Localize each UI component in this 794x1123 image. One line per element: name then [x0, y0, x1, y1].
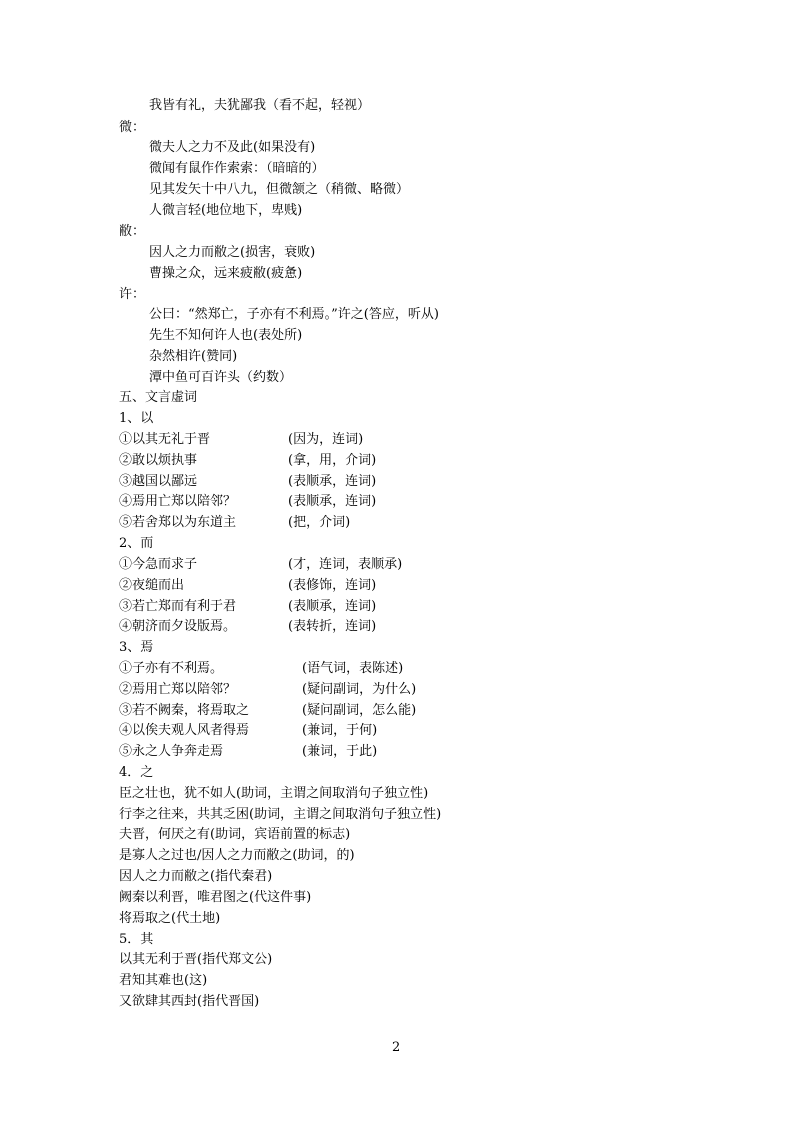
text-line: 因人之力而敝之(指代秦君)	[119, 869, 273, 884]
gloss-text: (才，连词，表顺承)	[288, 557, 403, 572]
example-text: ①以其无礼于晋	[119, 432, 211, 447]
text-line: 公曰：“然郑亡，子亦有不利焉。”许之(答应，听从)	[149, 307, 439, 322]
text-line: 人微言轻(地位地下，卑贱)	[149, 203, 303, 218]
gloss-text: (表顺承，连词)	[288, 494, 377, 509]
subsection-heading: 2、而	[119, 536, 154, 551]
gloss-text: (疑问副词，为什么)	[302, 682, 417, 697]
text-line: 曹操之众，远来疲敝(疲惫)	[149, 266, 303, 281]
example-text: ②焉用亡郑以陪邻？	[119, 682, 237, 697]
gloss-text: (兼词，于何)	[302, 723, 378, 738]
example-text: ①子亦有不利焉。	[119, 661, 224, 676]
example-text: ⑤永之人争奔走焉	[119, 744, 224, 759]
text-line: 夫晋，何厌之有(助词，宾语前置的标志)	[119, 827, 351, 842]
text-line: 是寡人之过也/因人之力而敝之(助词，的)	[119, 848, 355, 863]
subsection-heading: 4．之	[119, 765, 154, 780]
gloss-text: (表修饰，连词)	[288, 578, 377, 593]
text-line: 君知其难也(这)	[119, 973, 208, 988]
gloss-text: (语气词，表陈述)	[302, 661, 404, 676]
gloss-text: (表转折，连词)	[288, 619, 377, 634]
example-text: ④焉用亡郑以陪邻？	[119, 494, 237, 509]
gloss-text: (把，介词)	[288, 515, 351, 530]
example-text: ⑤若舍郑以为东道主	[119, 515, 237, 530]
entry-heading: 微：	[119, 120, 146, 135]
text-line: 杂然相许(赞同)	[149, 349, 238, 364]
subsection-heading: 3、焉	[119, 640, 154, 655]
gloss-text: (表顺承，连词)	[288, 474, 377, 489]
gloss-text: (疑问副词，怎么能)	[302, 703, 417, 718]
text-line: 行李之往来，共其乏困(助词，主谓之间取消句子独立性)	[119, 807, 442, 822]
text-line: 先生不知何许人也(表处所)	[149, 328, 303, 343]
gloss-text: (表顺承，连词)	[288, 599, 377, 614]
example-text: ③若不阙秦，将焉取之	[119, 703, 250, 718]
example-text: ②夜缒而出	[119, 578, 185, 593]
subsection-heading: 5．其	[119, 932, 154, 947]
text-line: 潭中鱼可百许头（约数）	[149, 370, 293, 385]
example-text: ③越国以鄙远	[119, 474, 198, 489]
example-text: ④朝济而夕设版焉。	[119, 619, 237, 634]
gloss-text: (兼词，于此)	[302, 744, 378, 759]
text-line: 我皆有礼，夫犹鄙我（看不起，轻视）	[149, 98, 371, 113]
text-line: 见其发矢十中八九，但微颔之（稍微、略微）	[149, 182, 410, 197]
entry-heading: 许：	[119, 287, 146, 302]
example-text: ①今急而求子	[119, 557, 198, 572]
text-line: 微夫人之力不及此(如果没有)	[149, 140, 316, 155]
text-line: 因人之力而敝之(损害，衰败)	[149, 245, 316, 260]
subsection-heading: 1、以	[119, 411, 154, 426]
text-line: 臣之壮也，犹不如人(助词，主谓之间取消句子独立性)	[119, 786, 429, 801]
gloss-text: (拿，用，介词)	[288, 453, 377, 468]
text-line: 微闻有鼠作作索索：（暗暗的）	[149, 161, 325, 176]
example-text: ③若亡郑而有利于君	[119, 599, 237, 614]
page-number: 2	[392, 1040, 401, 1055]
section-heading: 五、文言虚词	[119, 390, 198, 405]
entry-heading: 敝：	[119, 224, 146, 239]
text-line: 将焉取之(代土地)	[119, 911, 221, 926]
example-text: ②敢以烦执事	[119, 453, 198, 468]
example-text: ④以俟夫观人风者得焉	[119, 723, 250, 738]
gloss-text: (因为，连词)	[288, 432, 364, 447]
text-line: 又欲肆其西封(指代晋国)	[119, 994, 260, 1009]
text-line: 阙秦以利晋，唯君图之(代这件事)	[119, 890, 312, 905]
text-line: 以其无利于晋(指代郑文公)	[119, 952, 273, 967]
